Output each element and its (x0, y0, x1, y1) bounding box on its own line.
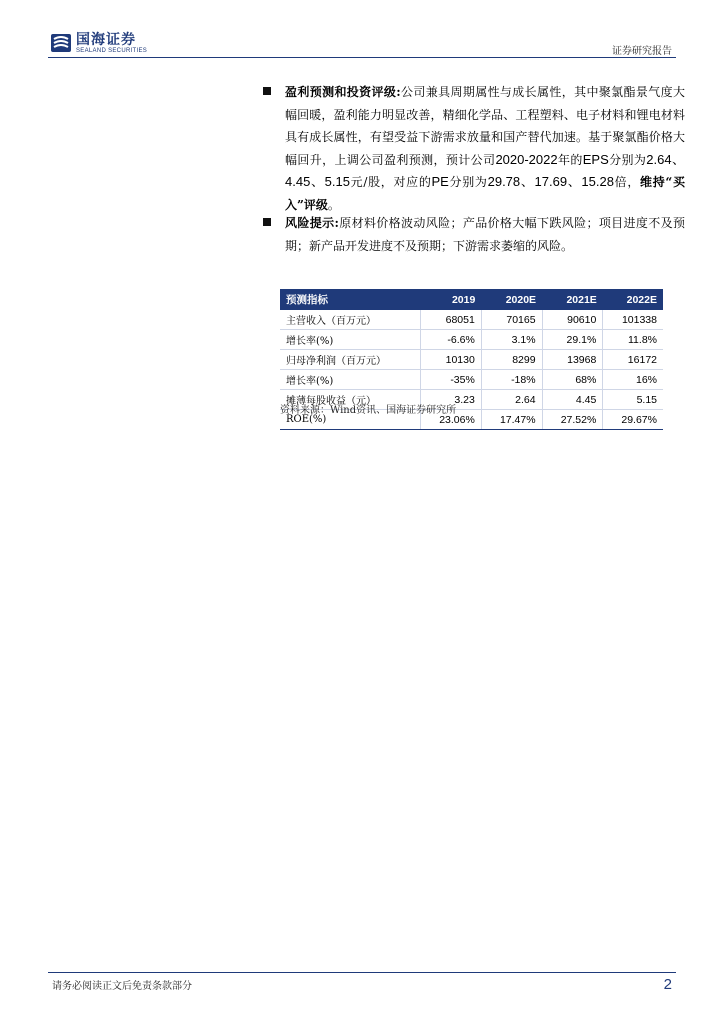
table-cell: 16172 (603, 350, 663, 370)
table-cell: 101338 (603, 310, 663, 330)
table-cell: 17.47% (481, 410, 542, 430)
table-cell: 11.8% (603, 330, 663, 350)
sealand-logo-icon (50, 32, 72, 54)
table-header-cell: 预测指标 (280, 289, 421, 310)
risk-warning-paragraph: 风险提示:原材料价格波动风险；产品价格大幅下跌风险；项目进度不及预期；新产品开发进度不及预期；下游需求萎缩的风险。 (285, 212, 685, 257)
table-cell: 23.06% (421, 410, 482, 430)
row-label: ROE(%) (280, 410, 421, 430)
header-divider (48, 57, 676, 58)
table-cell: -35% (421, 370, 482, 390)
paragraph-heading: 盈利预测和投资评级: (285, 85, 401, 99)
footer-divider (48, 972, 676, 973)
logo (50, 32, 147, 54)
table-cell: 4.45 (542, 390, 603, 410)
table-cell: 5.15 (603, 390, 663, 410)
table-cell: -18% (481, 370, 542, 390)
page-number: 2 (663, 976, 672, 993)
table-cell: 90610 (542, 310, 603, 330)
row-label: 摊薄每股收益（元） (280, 390, 421, 410)
page-header (0, 0, 724, 60)
paragraph-heading: 风险提示: (285, 216, 339, 230)
table-cell: 27.52% (542, 410, 603, 430)
table-cell: 2.64 (481, 390, 542, 410)
table-row (280, 350, 663, 370)
profit-forecast-paragraph: 盈利预测和投资评级:公司兼具周期属性与成长属性，其中聚氯酯景气度大幅回暖，盈利能力明显改善，精细化学品、工程塑料、电子材料和锂电材料具有成长属性，有望受益下游需求放量和国产替代加速。基于聚氯酯价格大幅回升，上调公司盈利预测，预计公司2020-2022年的EPS分别为2.64、4.45、5.15元/股，对应的PE分别为29.78、17.69、15.28倍，维持“买入”评级。 (285, 81, 685, 216)
table-header-cell: 2020E (481, 289, 542, 310)
logo-chinese-name: 国海证券 (76, 31, 136, 48)
table-cell: 68% (542, 370, 603, 390)
row-label: 主营收入（百万元） (280, 310, 421, 330)
table-cell: 29.67% (603, 410, 663, 430)
table-cell: 3.23 (421, 390, 482, 410)
row-label: 增长率(%) (280, 330, 421, 350)
report-type-label: 证券研究报告 (612, 46, 672, 57)
table-source-note: 资料来源：Wind资讯、国海证券研究所 (280, 405, 457, 416)
disclaimer-note: 请务必阅读正文后免责条款部分 (52, 981, 192, 992)
table-cell: 70165 (481, 310, 542, 330)
row-label: 增长率(%) (280, 370, 421, 390)
table-cell: 3.1% (481, 330, 542, 350)
table-cell: 16% (603, 370, 663, 390)
table-cell: 10130 (421, 350, 482, 370)
table-cell: 13968 (542, 350, 603, 370)
rating-text: 维持“买入”评级 (285, 175, 685, 212)
table-row (280, 310, 663, 330)
table-cell: 68051 (421, 310, 482, 330)
table-header-cell: 2021E (542, 289, 603, 310)
table-cell: -6.6% (421, 330, 482, 350)
row-label: 归母净利润（百万元） (280, 350, 421, 370)
square-bullet-icon (263, 218, 271, 226)
table-header-row (280, 289, 663, 310)
table-row (280, 330, 663, 350)
logo-english-name: SEALAND SECURITIES (76, 47, 148, 54)
table-cell: 8299 (481, 350, 542, 370)
table-row (280, 370, 663, 390)
table-header-cell: 2019 (421, 289, 482, 310)
table-cell: 29.1% (542, 330, 603, 350)
square-bullet-icon (263, 87, 271, 95)
table-header-cell: 2022E (603, 289, 663, 310)
